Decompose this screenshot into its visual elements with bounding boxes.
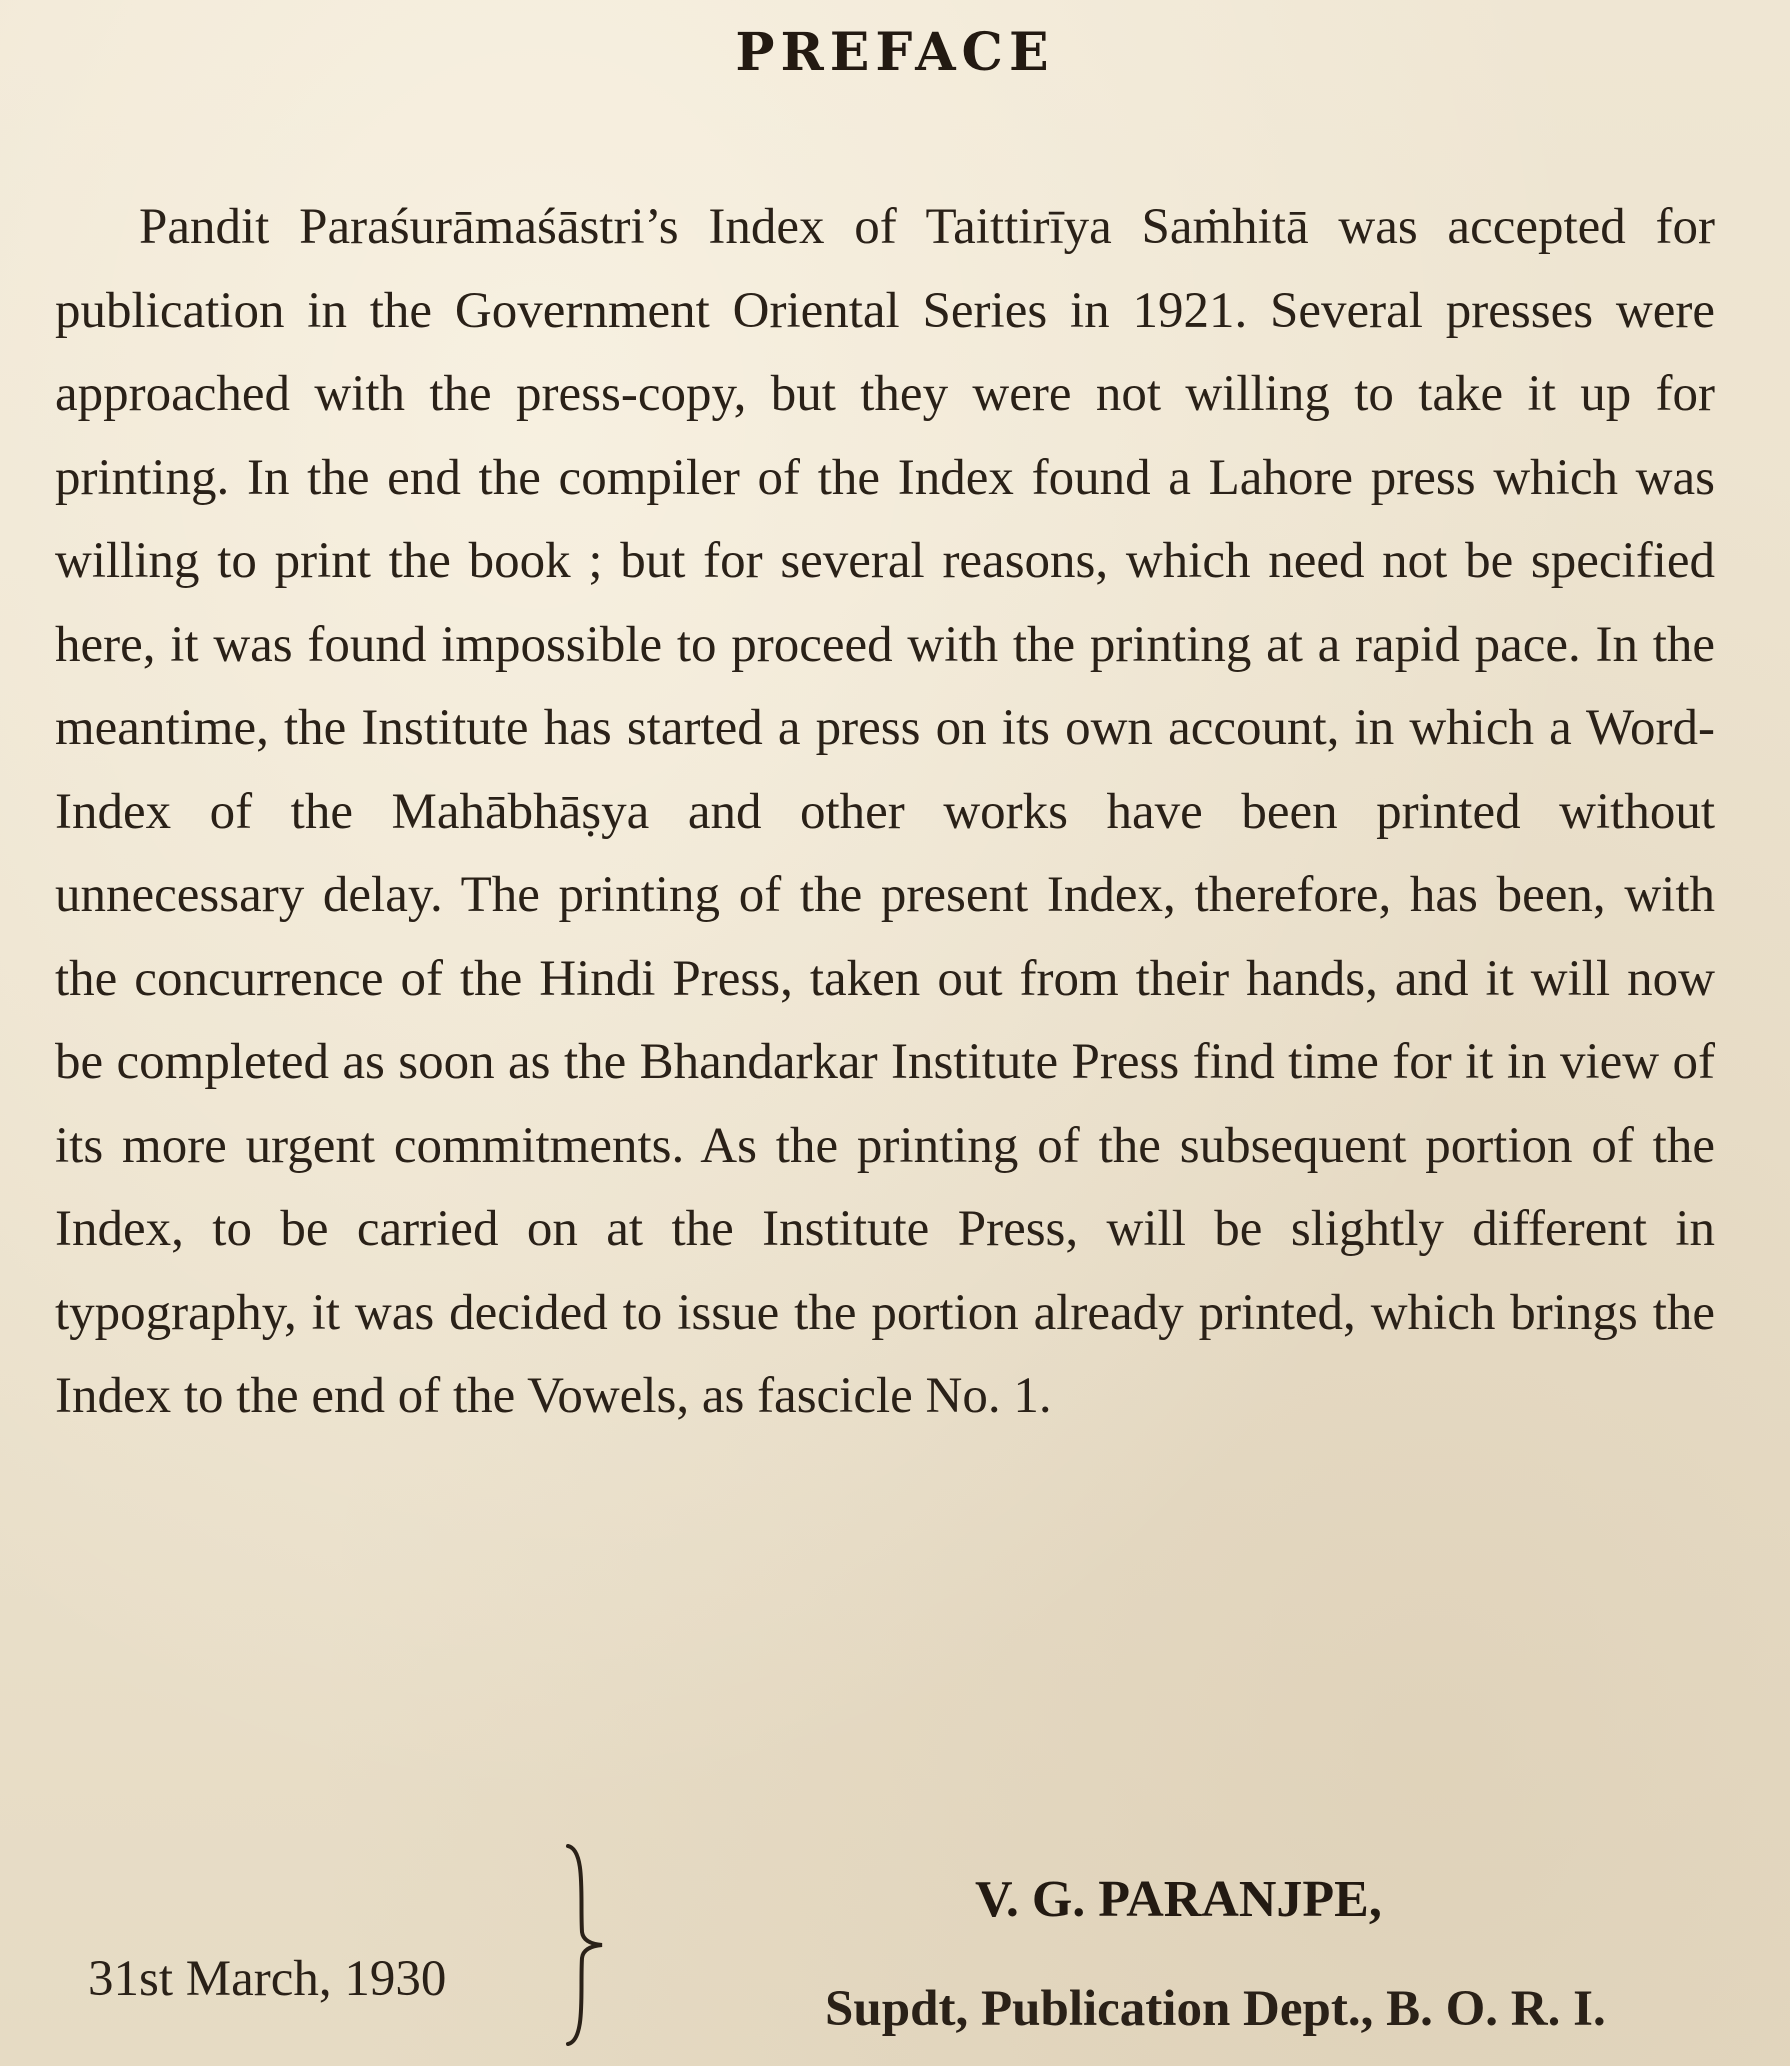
right-brace-icon (560, 1840, 610, 2050)
preface-paragraph: Pandit Paraśurāmaśāstri’s Index of Taittirīya Saṁhitā was accepted for publication in the Government Oriental Series in 1921. Several presses were approached with the press-copy, but they were not willing to take it up for printing. In the end the compiler of the Index found a Lahore press which was willing to print the book ; but for several reasons, which need not be specified here, it was found impossible to proceed with the printing at a rapid pace. In the meantime, the Institute has started a press on its own account, in which a Word-Index of the Mahābhāṣya and other works have been printed without unnecessary delay. The printing of the present Index, therefore, has been, with the concurrence of the Hindi Press, taken out from their hands, and it will now be completed as soon as the Bhandarkar Institute Press find time for it in view of its more urgent commitments. As the printing of the subsequent portion of the Index, to be carried on at the Institute Press, will be slightly different in typography, it was decided to issue the portion already printed, which brings the Index to the end of the Vowels, as fascicle No. 1. (55, 199, 1715, 1424)
closing-block (0, 1840, 1790, 2060)
date-line: 31st March, 1930 (88, 1951, 447, 2007)
signatory-designation: Supdt, Publication Dept., B. O. R. I. (825, 1981, 1606, 2037)
page-title: PREFACE (735, 22, 1055, 83)
signatory-name: V. G. PARANJPE, (975, 1871, 1382, 1928)
